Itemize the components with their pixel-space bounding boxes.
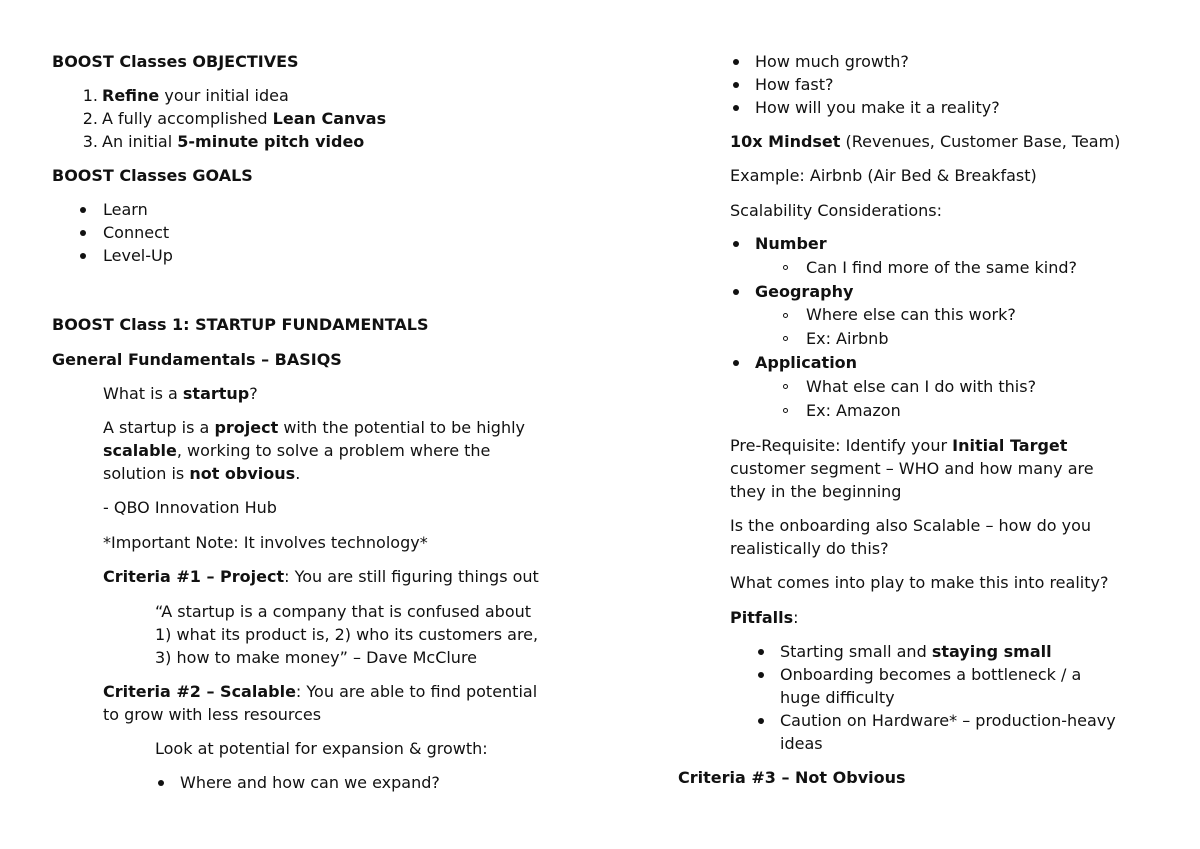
bullet-icon <box>733 82 739 88</box>
growth-question: How will you make it a reality? <box>755 98 1000 117</box>
bullet-icon <box>733 289 739 295</box>
bullet-icon <box>733 105 739 111</box>
definition-line: scalable, working to solve a problem where the <box>103 441 491 460</box>
circle-bullet-icon <box>783 336 788 341</box>
expand-question: Where and how can we expand? <box>180 773 440 792</box>
consideration-number: Number <box>755 234 827 253</box>
goals-heading: BOOST Classes GOALS <box>52 166 253 185</box>
bullet-icon <box>758 672 764 678</box>
consideration-sub: Ex: Airbnb <box>806 329 889 348</box>
scalability-heading: Scalability Considerations: <box>730 201 942 220</box>
onboard-line: Is the onboarding also Scalable – how do you <box>730 516 1092 535</box>
definition-line: solution is not obvious. <box>103 464 301 483</box>
circle-bullet-icon <box>783 313 788 318</box>
quote-line: “A startup is a company that is confused about <box>155 602 532 621</box>
pitfall-item: Caution on Hardware* – production-heavy <box>780 711 1116 730</box>
bullet-icon <box>733 360 739 366</box>
pitfall-item-cont: huge difficulty <box>780 688 895 707</box>
consideration-sub: Can I find more of the same kind? <box>806 258 1078 277</box>
onboard-line: realistically do this? <box>730 539 889 558</box>
example-line: Example: Airbnb (Air Bed & Breakfast) <box>730 166 1037 185</box>
goal-item: Learn <box>103 200 148 219</box>
bullet-icon <box>80 253 86 259</box>
quote-line: 3) how to make money” – Dave McClure <box>155 648 478 667</box>
objective-item: 2. A fully accomplished Lean Canvas <box>82 109 387 128</box>
criteria-3-heading: Criteria #3 – Not Obvious <box>678 768 906 787</box>
expansion-text: Look at potential for expansion & growth: <box>155 739 488 758</box>
consideration-application: Application <box>755 353 858 372</box>
pitfall-item: Onboarding becomes a bottleneck / a <box>780 665 1082 684</box>
prereq-line: customer segment – WHO and how many are <box>730 459 1094 478</box>
pitfall-item: Starting small and staying small <box>780 642 1052 661</box>
circle-bullet-icon <box>783 384 788 389</box>
criteria-1: Criteria #1 – Project: You are still figuring things out <box>103 567 539 586</box>
objective-item: 1. Refine your initial idea <box>82 86 289 105</box>
definition-line: A startup is a project with the potential to be highly <box>103 418 525 437</box>
goal-item: Connect <box>103 223 170 242</box>
consideration-geography: Geography <box>755 282 854 301</box>
criteria-2-line2: to grow with less resources <box>103 705 322 724</box>
pitfalls-heading: Pitfalls: <box>730 608 799 627</box>
bullet-icon <box>758 718 764 724</box>
bullet-icon <box>758 649 764 655</box>
circle-bullet-icon <box>783 265 788 270</box>
objective-item: 3. An initial 5-minute pitch video <box>82 132 365 151</box>
bullet-icon <box>158 780 164 786</box>
prereq-line: Pre-Requisite: Identify your Initial Target <box>730 436 1068 455</box>
class1-heading: BOOST Class 1: STARTUP FUNDAMENTALS <box>52 315 429 334</box>
mindset-line: 10x Mindset (Revenues, Customer Base, Team) <box>730 132 1121 151</box>
consideration-sub: Where else can this work? <box>806 305 1016 324</box>
growth-question: How fast? <box>755 75 834 94</box>
growth-question: How much growth? <box>755 52 909 71</box>
source-text: - QBO Innovation Hub <box>103 498 277 517</box>
quote-line: 1) what its product is, 2) who its customers are, <box>155 625 539 644</box>
important-note: *Important Note: It involves technology* <box>103 533 428 552</box>
circle-bullet-icon <box>783 408 788 413</box>
bullet-icon <box>80 207 86 213</box>
reality-line: What comes into play to make this into reality? <box>730 573 1109 592</box>
bullet-icon <box>733 59 739 65</box>
general-heading: General Fundamentals – BASIQS <box>52 350 342 369</box>
bullet-icon <box>733 241 739 247</box>
criteria-2: Criteria #2 – Scalable: You are able to find potential <box>103 682 538 701</box>
startup-question: What is a startup? <box>103 384 258 403</box>
objectives-heading: BOOST Classes OBJECTIVES <box>52 52 299 71</box>
pitfall-item-cont: ideas <box>780 734 823 753</box>
consideration-sub: What else can I do with this? <box>806 377 1037 396</box>
consideration-sub: Ex: Amazon <box>806 401 901 420</box>
prereq-line: they in the beginning <box>730 482 902 501</box>
bullet-icon <box>80 230 86 236</box>
goal-item: Level-Up <box>103 246 173 265</box>
